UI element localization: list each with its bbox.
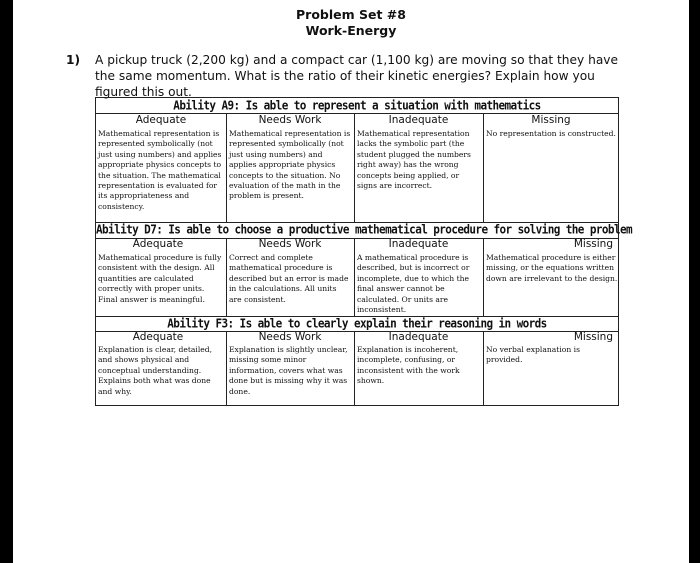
col-head-inadequate: Inadequate xyxy=(388,331,449,343)
cell-d7-needs-work: Correct and complete mathematical procedure is described but an error is made in the calculations. All units are consistent. xyxy=(229,253,349,304)
cell-f3-missing: No verbal explanation is provided. xyxy=(486,345,580,365)
question-1 xyxy=(66,52,635,100)
page-subtitle: Work-Energy xyxy=(305,23,397,38)
cell-a9-adequate: Mathematical representation is represented symbolically (not just using numbers) and applies appropriate physics concepts to the situation. The mathematical representation is evaluated for its appropriateness and consistency. xyxy=(98,129,222,211)
cell-a9-inadequate: Mathematical representation lacks the symbolic part (the student plugged the numbers right away) has the wrong concepts being applied, or signs are incorrect. xyxy=(357,129,471,191)
cell-a9-missing: No representation is constructed. xyxy=(486,129,616,138)
col-head-adequate: Adequate xyxy=(135,114,187,126)
col-head-inadequate: Inadequate xyxy=(388,238,449,250)
col-head-needs-work: Needs Work xyxy=(258,238,322,250)
rubric-table xyxy=(95,97,633,406)
cell-d7-missing: Mathematical procedure is either missing, or the equations written down are irrelevant to the design. xyxy=(486,253,618,283)
cell-f3-needs-work: Explanation is slightly unclear, missing some minor information, covers what was done but is missing why it was done. xyxy=(229,345,348,396)
section-title-a9: Ability A9: Is able to represent a situation with mathematics xyxy=(173,98,541,113)
question-text: A pickup truck (2,200 kg) and a compact car (1,100 kg) are moving so that they have the same momentum. What is the ratio of their kinetic energies? Explain how you figured this out. xyxy=(95,53,619,99)
col-head-missing: Missing xyxy=(531,114,571,126)
worksheet-page xyxy=(13,0,689,563)
section-title-d7: Ability D7: Is able to choose a productive mathematical procedure for solving the problem xyxy=(96,222,633,237)
cell-d7-inadequate: A mathematical procedure is described, but is incorrect or incomplete, due to which the final answer cannot be calculated. Or units are inconsistent. xyxy=(357,253,470,315)
col-head-adequate: Adequate xyxy=(132,331,184,343)
question-number: 1) xyxy=(66,53,81,67)
col-head-needs-work: Needs Work xyxy=(258,114,322,126)
page-title: Problem Set #8 xyxy=(296,7,406,22)
col-head-inadequate: Inadequate xyxy=(388,114,449,126)
cell-f3-adequate: Explanation is clear, detailed, and shows physical and conceptual understanding. Explains both what was done and why. xyxy=(98,345,213,396)
col-head-adequate: Adequate xyxy=(132,238,184,250)
col-head-missing: Missing xyxy=(573,331,613,343)
section-title-f3: Ability F3: Is able to clearly explain their reasoning in words xyxy=(167,316,547,331)
col-head-needs-work: Needs Work xyxy=(258,331,322,343)
cell-d7-adequate: Mathematical procedure is fully consistent with the design. All quantities are calculated correctly with proper units. Final answer is meaningful. xyxy=(98,253,222,304)
col-head-missing: Missing xyxy=(573,238,613,250)
cell-a9-needs-work: Mathematical representation is represented symbolically (not just using numbers) and applies appropriate physics concepts to the situation. No evaluation of the math in the problem is present. xyxy=(229,129,351,201)
cell-f3-inadequate: Explanation is incoherent, incomplete, confusing, or inconsistent with the work shown. xyxy=(357,345,460,386)
